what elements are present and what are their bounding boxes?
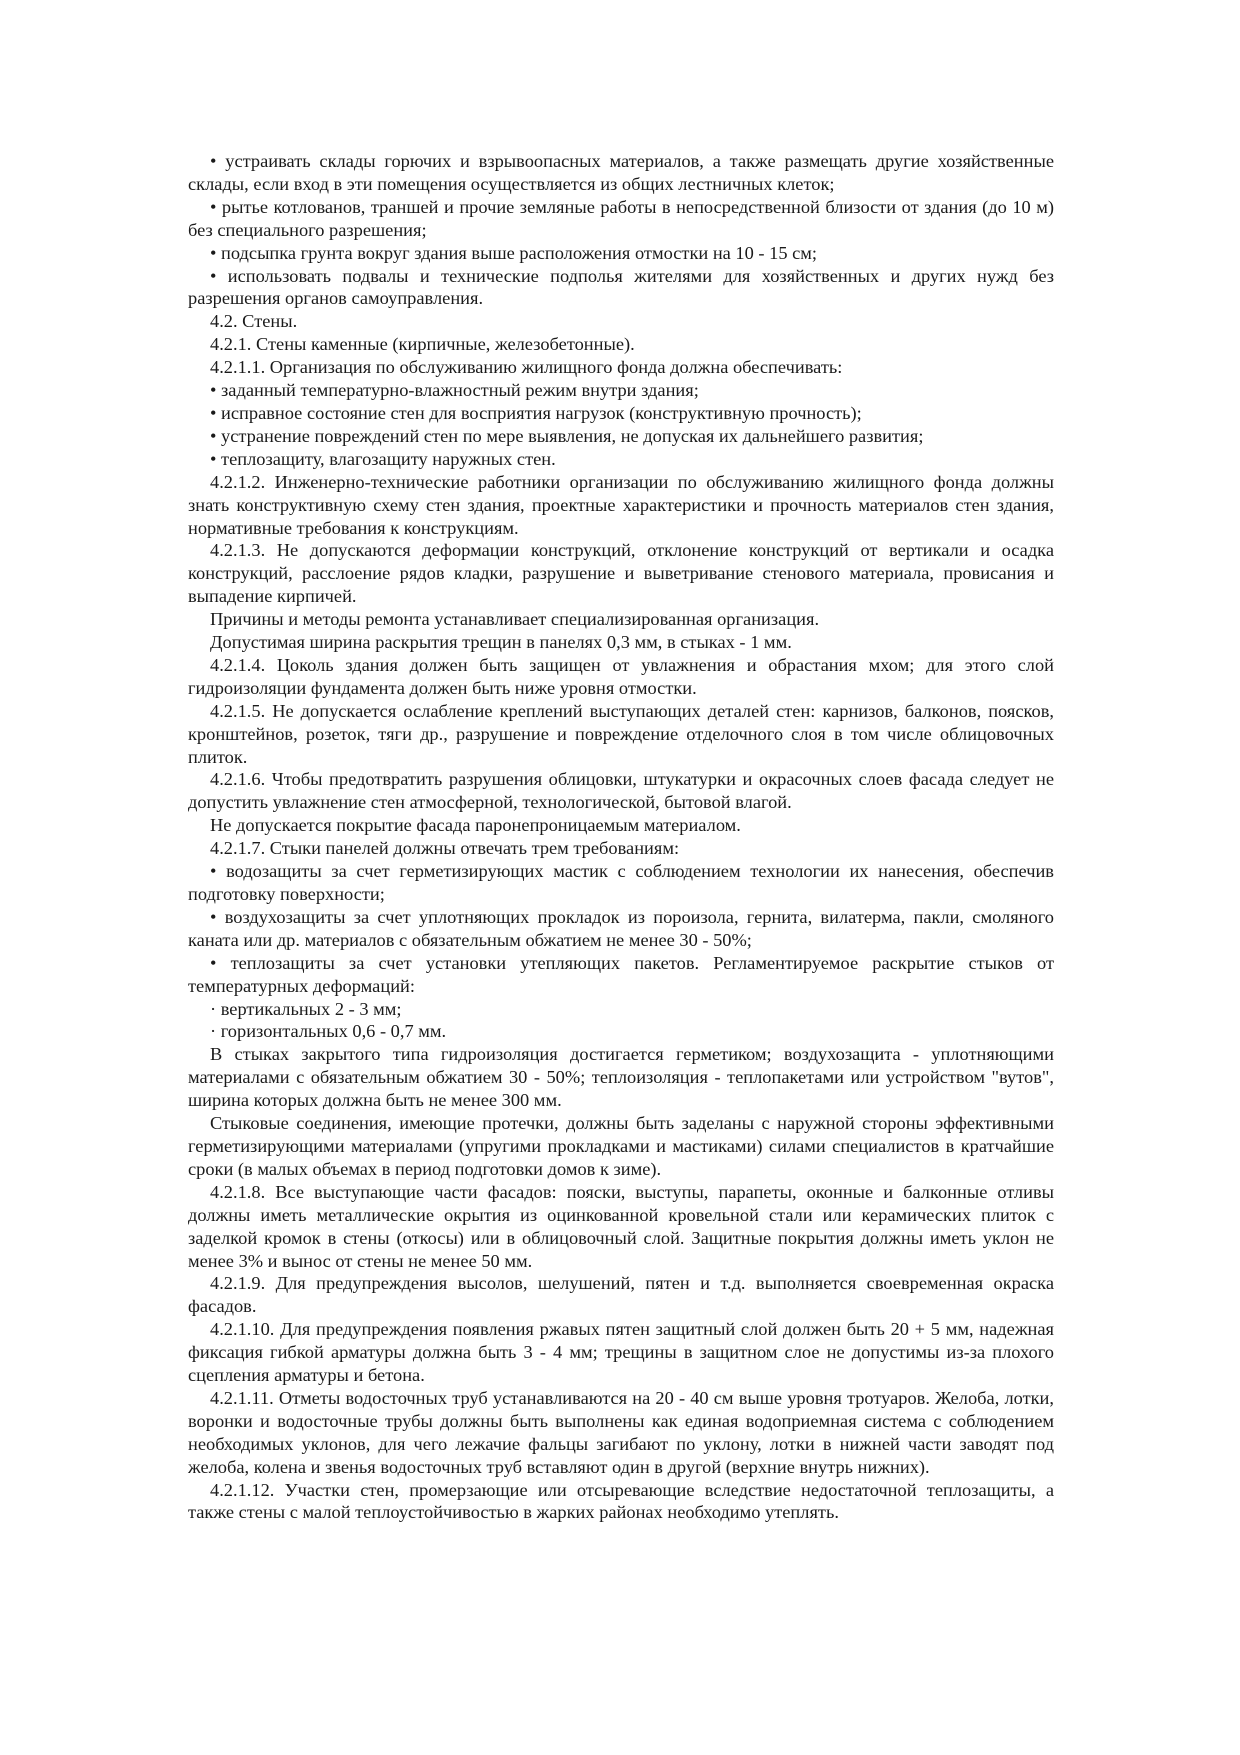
paragraph: 4.2.1.3. Не допускаются деформации конструкций, отклонение конструкций от вертикали и осадка конструкций, расслоение рядов кладки, разрушение и выветривание стенового материала, провисания и выпадение кирпичей.: [188, 540, 1054, 607]
paragraph: • устраивать склады горючих и взрывоопасных материалов, а также размещать другие хозяйственные склады, если вход в эти помещения осуществляется из общих лестничных клеток;: [188, 151, 1054, 194]
document-page: [188, 150, 1054, 1524]
paragraph: 4.2.1.10. Для предупреждения появления ржавых пятен защитный слой должен быть 20 + 5 мм, надежная фиксация гибкой арматуры должна быть 3 - 4 мм; трещины в защитном слое не допустимы из-за плохого сцепления арматуры и бетона.: [188, 1319, 1054, 1386]
paragraph: Причины и методы ремонта устанавливает специализированная организация.: [210, 609, 820, 630]
subsection-heading: 4.2.1. Стены каменные (кирпичные, железобетонные).: [210, 334, 635, 355]
paragraph: • подсыпка грунта вокруг здания выше расположения отмостки на 10 - 15 см;: [210, 242, 818, 263]
paragraph: 4.2.1.9. Для предупреждения высолов, шелушений, пятен и т.д. выполняется своевременная окраска фасадов.: [188, 1273, 1054, 1317]
paragraph: 4.2.1.1. Организация по обслуживанию жилищного фонда должна обеспечивать:: [210, 357, 843, 378]
paragraph: • исправное состояние стен для восприятия нагрузок (конструктивную прочность);: [210, 402, 862, 423]
paragraph: 4.2.1.4. Цоколь здания должен быть защищен от увлажнения и обрастания мхом; для этого слой гидроизоляции фундамента должен быть ниже уровня отмостки.: [188, 654, 1054, 698]
paragraph: • устранение повреждений стен по мере выявления, не допуская их дальнейшего развития;: [210, 425, 924, 446]
paragraph: • воздухозащиты за счет уплотняющих прокладок из пороизола, гернита, вилатерма, пакли, смоляного каната или др. материалов с обязательным обжатием не менее 30 - 50%;: [188, 906, 1054, 950]
paragraph: 4.2.1.7. Стыки панелей должны отвечать трем требованиям:: [210, 838, 680, 859]
paragraph: 4.2.1.2. Инженерно-технические работники организации по обслуживанию жилищного фонда должны знать конструктивную схему стен здания, проектные характеристики и прочность материалов стен здания, нормативные требования к конструкциям.: [188, 471, 1054, 538]
paragraph: • теплозащиты за счет установки утепляющих пакетов. Регламентируемое раскрытие стыков от температурных деформаций:: [188, 952, 1054, 996]
paragraph: • водозащиты за счет герметизирующих мастик с соблюдением технологии их нанесения, обеспечив подготовку поверхности;: [188, 861, 1054, 904]
paragraph: В стыках закрытого типа гидроизоляция достигается герметиком; воздухозащита - уплотняющими материалами с обязательным обжатием 30 - 50%; теплоизоляция - теплопакетами или устройством "вутов", ширина которых должна быть не менее 300 мм.: [188, 1044, 1054, 1111]
paragraph: 4.2.1.8. Все выступающие части фасадов: пояски, выступы, парапеты, оконные и балконные отливы должны иметь металлические окрытия из оцинкованной кровельной стали или керамических плиток с заделкой кромок в стены (откосы) или в облицовочный слой. Защитные покрытия должны иметь уклон не менее 3% и вынос от стены не менее 50 мм.: [188, 1181, 1054, 1271]
paragraph: • использовать подвалы и технические подполья жителями для хозяйственных и других нужд без разрешения органов самоуправления.: [188, 265, 1054, 309]
paragraph: • заданный температурно-влажностный режим внутри здания;: [210, 380, 699, 401]
paragraph: Стыковые соединения, имеющие протечки, должны быть заделаны с наружной стороны эффективными герметизирующими материалами (упругими прокладками и мастиками) силами специалистов в кратчайшие сроки (в малых объемах в период подготовки домов к зиме).: [188, 1113, 1054, 1179]
paragraph: Допустимая ширина раскрытия трещин в панелях 0,3 мм, в стыках - 1 мм.: [210, 632, 792, 653]
paragraph: 4.2.1.11. Отметы водосточных труб устанавливаются на 20 - 40 см выше уровня тротуаров. Желоба, лотки, воронки и водосточные трубы должны быть выполнены как единая водоприемная система с соблюдением необходимых уклонов, для чего лежачие фальцы загибают по уклону, лотки в нижней части заводят под желоба, колена и звенья водосточных труб вставляют один в другой (верхние внутрь нижних).: [188, 1387, 1054, 1477]
paragraph: · горизонтальных 0,6 - 0,7 мм.: [210, 1021, 447, 1042]
paragraph: Не допускается покрытие фасада паронепроницаемым материалом.: [210, 815, 741, 836]
paragraph: 4.2.1.5. Не допускается ослабление креплений выступающих деталей стен: карнизов, балконов, поясков, кронштейнов, розеток, тяги др., разрушение и повреждение отделочного слоя в том числе облицовочных плиток.: [188, 700, 1054, 767]
section-heading: 4.2. Стены.: [210, 311, 298, 332]
paragraph: 4.2.1.12. Участки стен, промерзающие или отсыревающие вследствие недостаточной теплозащиты, а также стены с малой теплоустойчивостью в жарких районах необходимо утеплять.: [188, 1479, 1054, 1523]
paragraph: • теплозащиту, влагозащиту наружных стен.: [210, 448, 556, 469]
paragraph: • рытье котлованов, траншей и прочие земляные работы в непосредственной близости от здания (до 10 м) без специального разрешения;: [188, 196, 1054, 240]
paragraph: · вертикальных 2 - 3 мм;: [210, 998, 402, 1019]
paragraph: 4.2.1.6. Чтобы предотвратить разрушения облицовки, штукатурки и окрасочных слоев фасада следует не допустить увлажнение стен атмосферной, технологической, бытовой влагой.: [188, 769, 1054, 813]
